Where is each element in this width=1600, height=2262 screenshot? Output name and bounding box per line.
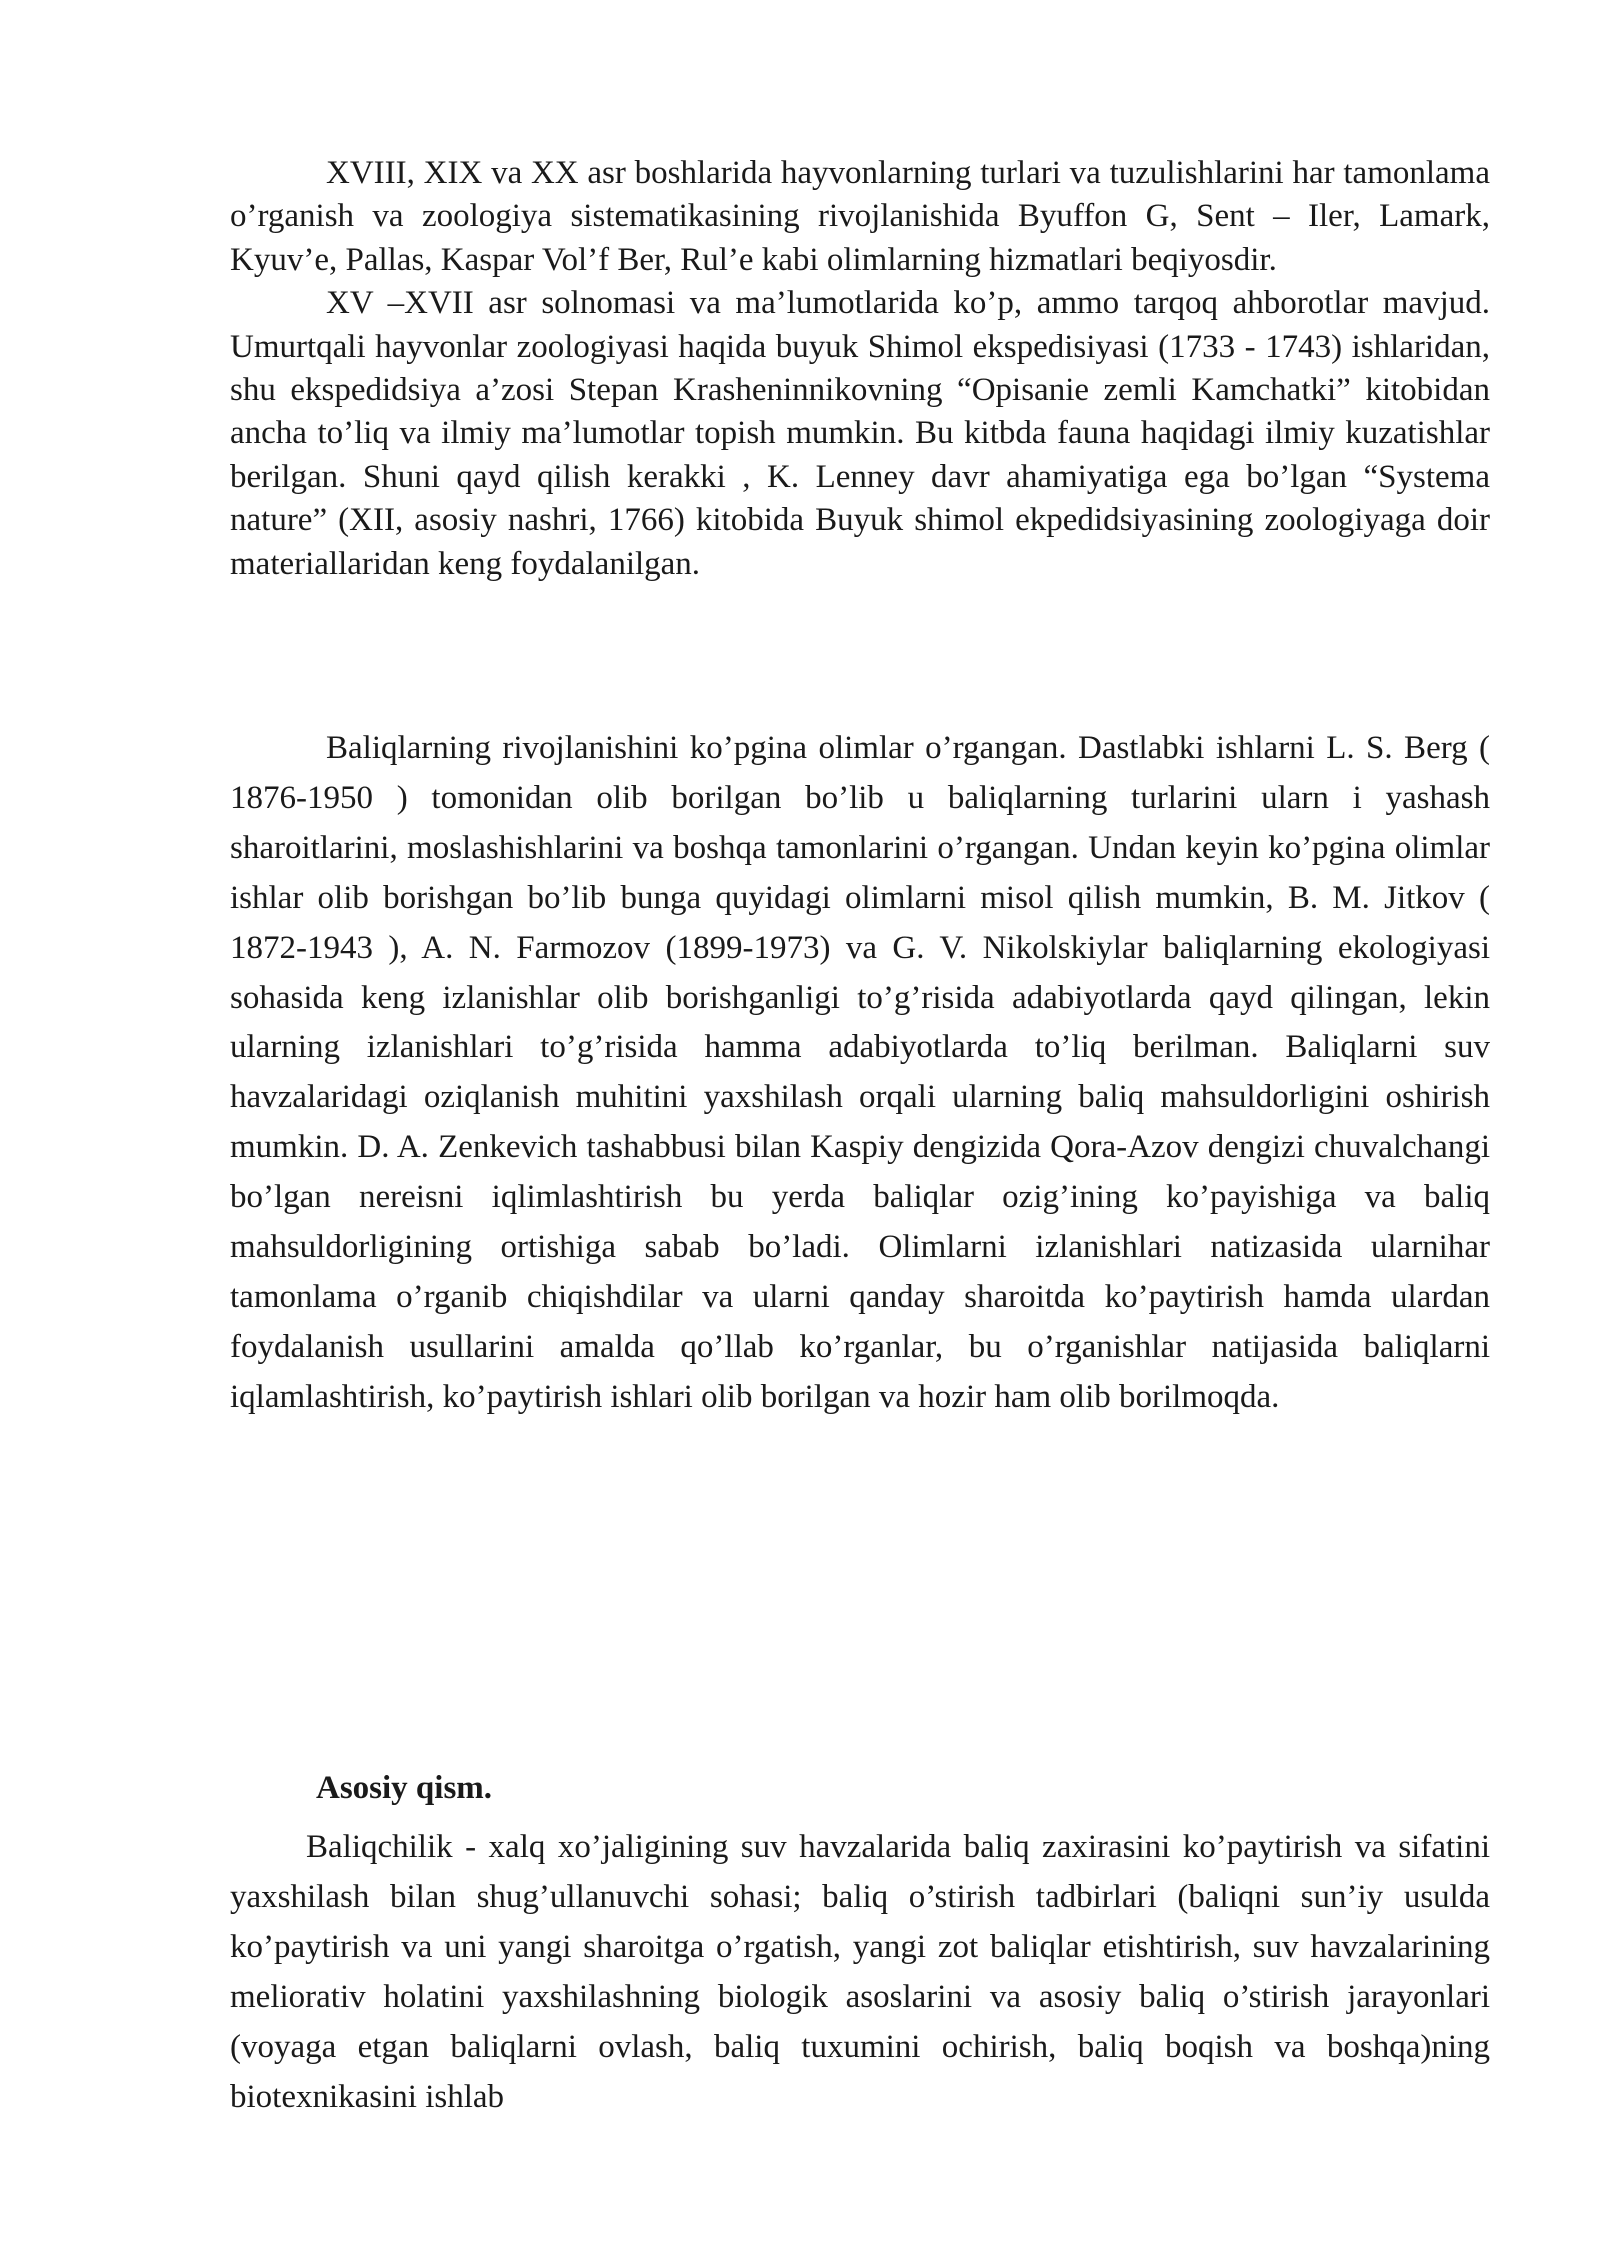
paragraph-zoology-history: XVIII, XIX va XX asr boshlarida hayvonlarning turlari va tuzulishlarini har tamonlama o’rganish va zoologiya sistematikasining rivojlanishida Byuffon G, Sent – Iler, Lamark, Kyuv’e, Pallas, Kaspar Vol’f Ber, Rul’e kabi olimlarning hizmatlari beqiyosdir. <box>230 155 1490 278</box>
section-heading: Asosiy qism. <box>316 1770 493 1806</box>
fish-research-text-block <box>230 724 1490 1423</box>
paragraph-fish-research: Baliqlarning rivojlanishini ko’pgina olimlar o’rgangan. Dastlabki ishlarni L. S. Berg ( 1876-1950 ) tomonidan olib borilgan bo’lib u baliqlarning turlarini ularn i yashash sharoitlarini, moslashishlarini va boshqa tamonlarini o’rgangan. Undan keyin ko’pgina olimlar ishlar olib borishgan bo’lib bunga quyidagi olimlarni misol qilish mumkin, B. M. Jitkov ( 1872-1943 ), A. N. Farmozov (1899-1973) va G. V. Nikolskiylar baliqlarning ekologiyasi sohasida keng izlanishlar olib borishganligi to’g’risida adabiyotlarda qayd qilingan, lekin ularning izlanishlari to’g’risida hamma adabiyotlarda to’liq berilman. Baliqlarni suv havzalaridagi oziqlanish muhitini yaxshilash orqali ularning baliq mahsuldorligini oshirish mumkin. D. A. Zenkevich tashabbusi bilan Kaspiy dengizida Qora-Azov dengizi chuvalchangi bo’lgan nereisni iqlimlashtirish bu yerda baliqlar ozig’ining ko’payishiga va baliq mahsuldorligining ortishiga sabab bo’ladi. Olimlarni izlanishlari natizasida ularnihar tamonlama o’rganib chiqishdilar va ularni qanday sharoitda ko’paytirish hamda ulardan foydalanish usullarini amalda qo’llab ko’rganlar, bu o’rganishlar natijasida baliqlarni iqlamlashtirish, ko’paytirish ishlari olib borilgan va hozir ham olib borilmoqda. <box>230 730 1490 1415</box>
paragraph-expedition-sources: XV –XVII asr solnomasi va ma’lumotlarida ko’p, ammo tarqoq ahborotlar mavjud. Umurtqali hayvonlar zoologiyasi haqida buyuk Shimol ekspedisiyasi (1733 - 1743) ishlaridan, shu ekspedidsiya a’zosi Stepan Krasheninnikovning “Opisanie zemli Kamchatki” kitobidan ancha to’liq va ilmiy ma’lumotlar topish mumkin. Bu kitbda fauna haqidagi ilmiy kuzatishlar berilgan. Shuni qayd qilish kerakki , K. Lenney davr ahamiyatiga ega bo’lgan “Systema nature” (XII, asosiy nashri, 1766) kitobida Buyuk shimol ekpedidsiyasining zoologiyaga doir materiallaridan keng foydalanilgan. <box>230 285 1490 582</box>
intro-text-block <box>230 152 1490 586</box>
main-part-text-block <box>230 1822 1490 2122</box>
paragraph-fishery-definition: Baliqchilik - xalq xo’jaligining suv havzalarida baliq zaxirasini ko’paytirish va sifatini yaxshilash bilan shug’ullanuvchi sohasi; baliq o’stirish tadbirlari (baliqni sun’iy usulda ko’paytirish va uni yangi sharoitga o’rgatish, yangi zot baliqlar etishtirish, suv havzalarining meliorativ holatini yaxshilashning biologik asoslarini va asosiy baliq o’stirish jarayonlari (voyaga etgan baliqlarni ovlash, baliq tuxumini ochirish, baliq boqish va boshqa)ning biotexnikasini ishlab <box>230 1829 1490 2115</box>
